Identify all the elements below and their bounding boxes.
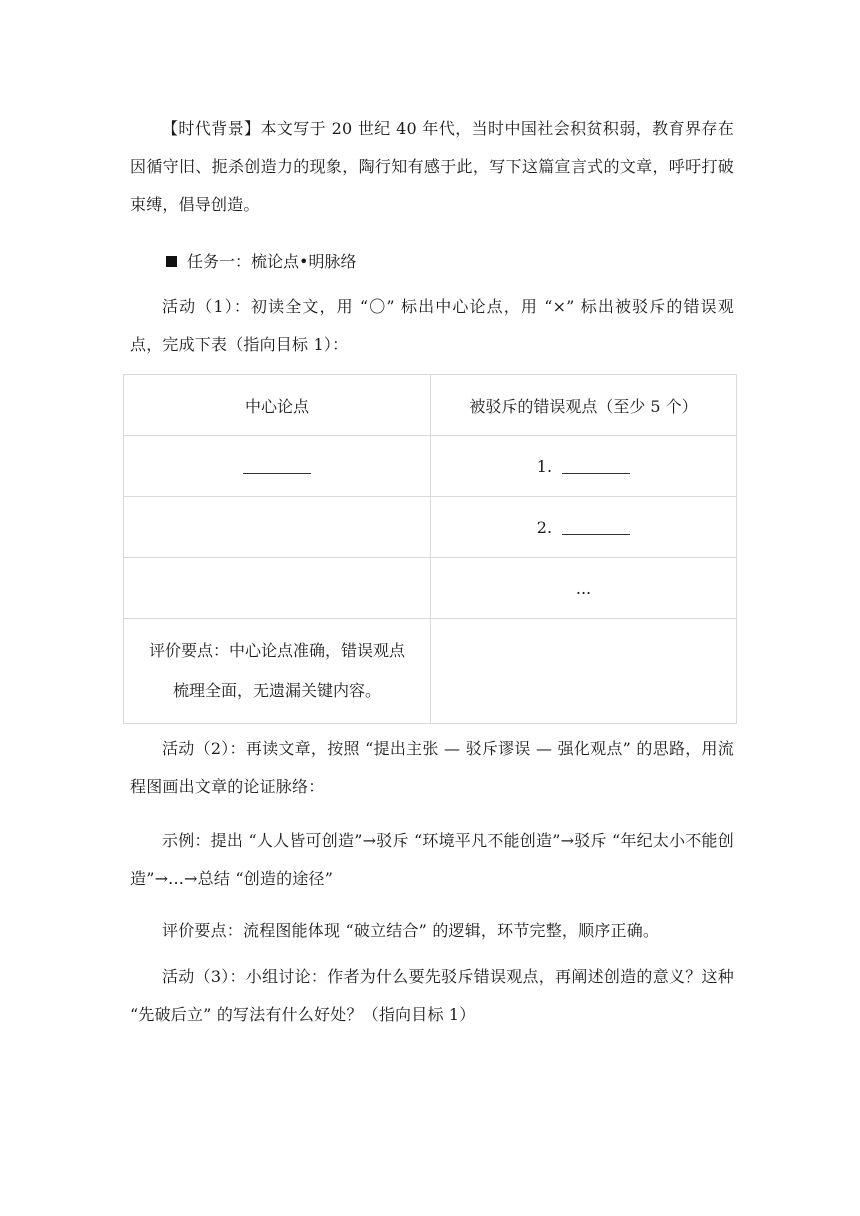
table-row	[124, 436, 737, 497]
activity2-eval: 评价要点：流程图能体现 “破立结合” 的逻辑，环节完整，顺序正确。	[162, 921, 660, 940]
table-row	[124, 558, 737, 619]
task1-heading-text: 任务一：梳论点•明脉络	[187, 252, 357, 271]
table-header-row	[124, 375, 737, 436]
eval-cell	[124, 619, 431, 724]
row-number: 1.	[536, 456, 553, 476]
activity2-example: 示例：提出 “人人皆可创造”→驳斥 “环境平凡不能创造”→驳斥 “年纪太小不能创造”→...→总结 “创造的途径”	[130, 831, 734, 888]
refuted-viewpoint-cell	[431, 436, 737, 497]
background-paragraph: 【时代背景】本文写于 20 世纪 40 年代，当时中国社会积贫积弱，教育界存在因循守旧、扼杀创造力的现象，陶行知有感于此，写下这篇宣言式的文章，呼吁打破束缚，倡导创造。	[130, 119, 734, 214]
row-number: 2.	[536, 517, 553, 537]
activity2-paragraph: 活动（2）：再读文章，按照 “提出主张 — 驳斥谬误 — 强化观点” 的思路，用流程图画出文章的论证脉络：	[130, 739, 734, 796]
viewpoints-table	[123, 374, 737, 724]
empty-cell	[124, 497, 431, 558]
task1-heading	[166, 252, 356, 272]
ellipsis-cell: ...	[431, 558, 737, 619]
eval-criteria-text: 评价要点：中心论点准确，错误观点梳理全面，无遗漏关键内容。	[148, 641, 405, 700]
fill-blank	[243, 459, 311, 474]
header-refuted-viewpoints: 被驳斥的错误观点（至少 5 个）	[431, 375, 737, 436]
table-row	[124, 497, 737, 558]
empty-cell	[124, 558, 431, 619]
table-eval-row	[124, 619, 737, 724]
central-argument-cell	[124, 436, 431, 497]
empty-cell	[431, 619, 737, 724]
activity3-paragraph: 活动（3）：小组讨论：作者为什么要先驳斥错误观点，再阐述创造的意义？这种 “先破后立” 的写法有什么好处？（指向目标 1）	[130, 967, 734, 1024]
refuted-viewpoint-cell	[431, 497, 737, 558]
header-central-argument: 中心论点	[124, 375, 431, 436]
black-square-icon	[166, 256, 177, 267]
fill-blank	[562, 520, 630, 535]
activity1-paragraph: 活动（1）：初读全文，用 “〇” 标出中心论点，用 “×” 标出被驳斥的错误观点，完成下表（指向目标 1）：	[130, 297, 734, 354]
fill-blank	[562, 459, 630, 474]
